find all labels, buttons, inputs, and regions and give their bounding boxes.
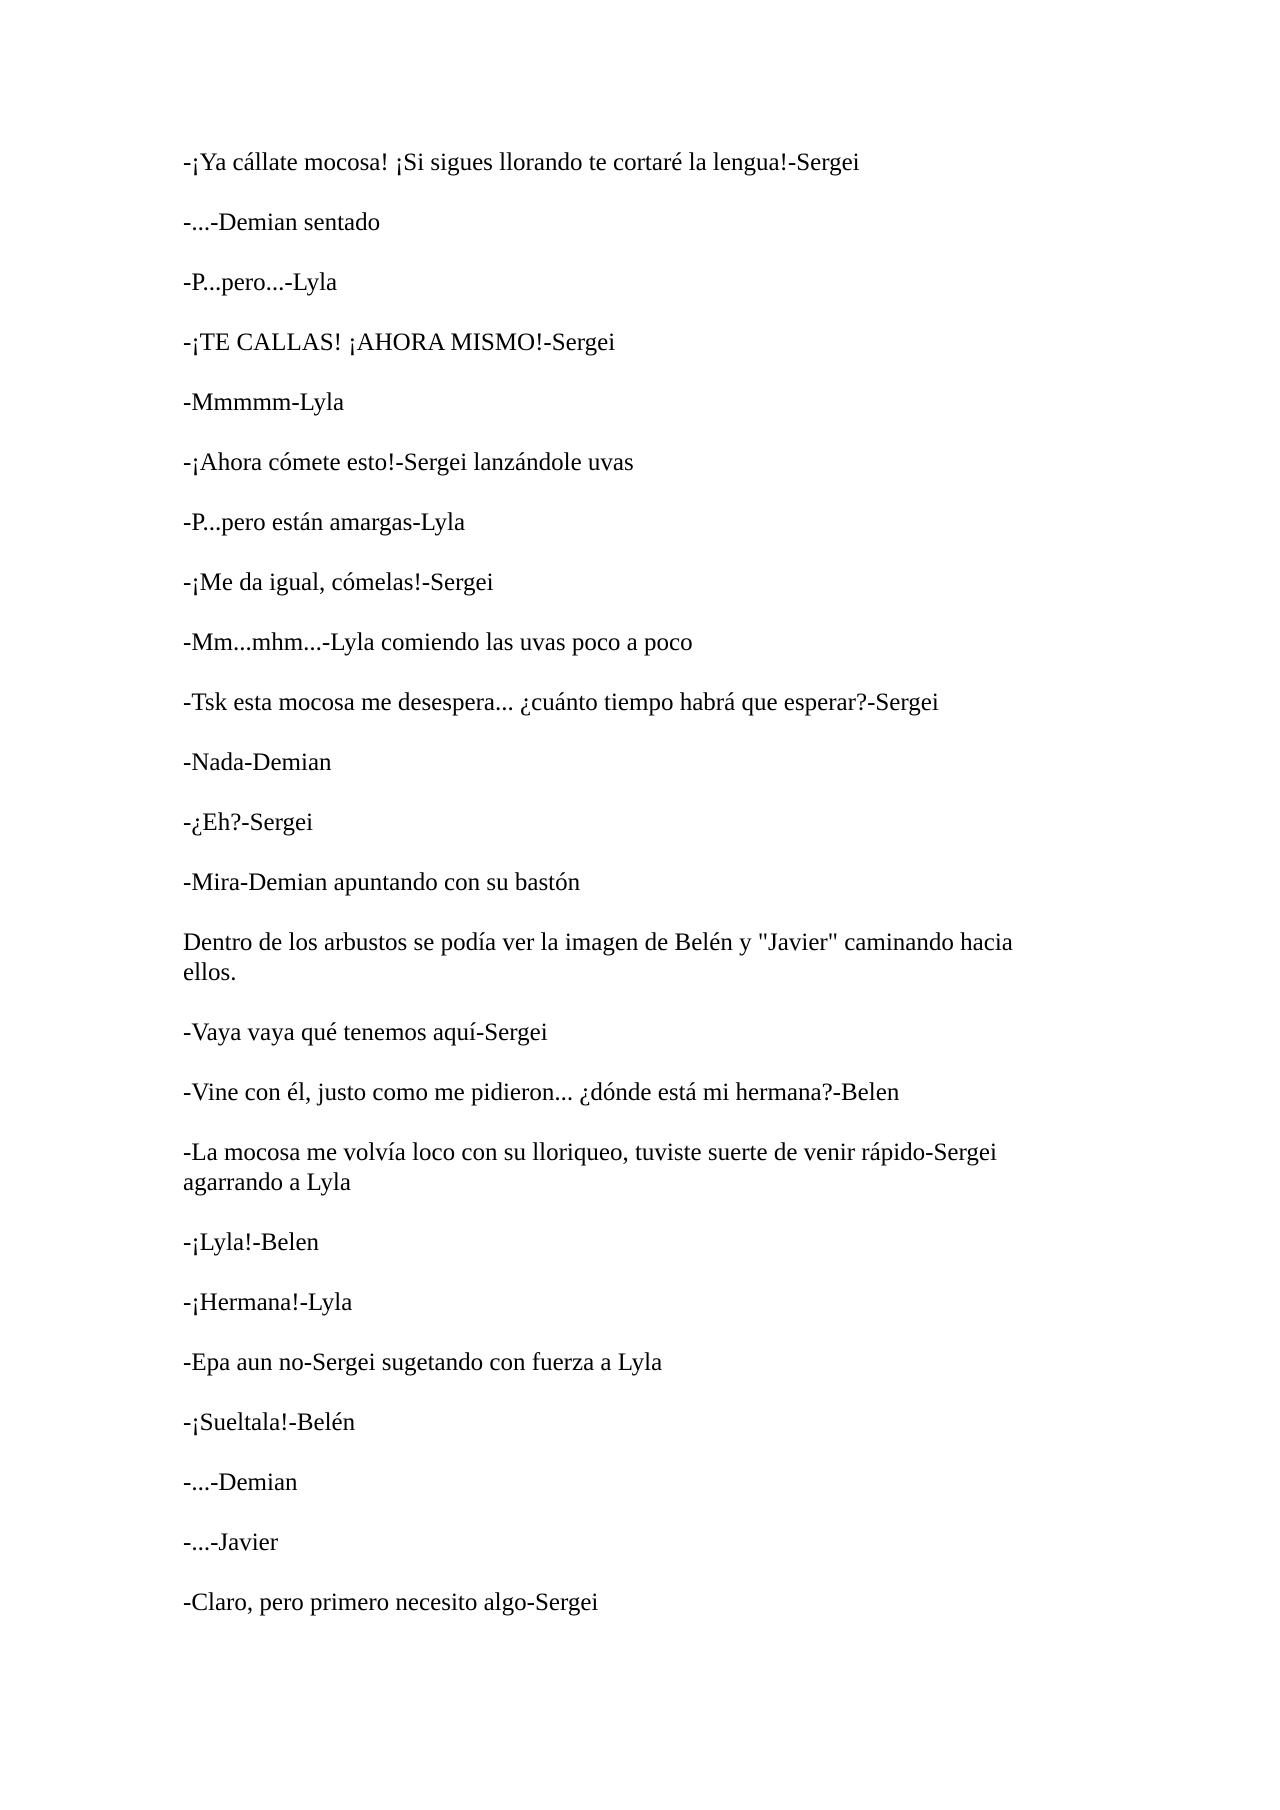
paragraph: -¡Ya cállate mocosa! ¡Si sigues llorando te cortaré la lengua!-Sergei: [183, 149, 860, 176]
story-text: [183, 148, 1063, 1648]
paragraph: -Tsk esta mocosa me desespera... ¿cuánto tiempo habrá que esperar?-Sergei: [183, 689, 939, 716]
paragraph: -¡Sueltala!-Belén: [183, 1409, 356, 1436]
paragraph: -Mm...mhm...-Lyla comiendo las uvas poco a poco: [183, 629, 693, 656]
paragraph: -¡Lyla!-Belen: [183, 1229, 320, 1256]
paragraph: -¡Ahora cómete esto!-Sergei lanzándole uvas: [183, 449, 634, 476]
paragraph: -...-Javier: [183, 1529, 279, 1556]
paragraph: -Epa aun no-Sergei sugetando con fuerza a Lyla: [183, 1349, 663, 1376]
paragraph: -¿Eh?-Sergei: [183, 809, 314, 836]
paragraph: -...-Demian sentado: [183, 209, 381, 236]
paragraph: -Mira-Demian apuntando con su bastón: [183, 869, 581, 896]
paragraph: -Claro, pero primero necesito algo-Sergei: [183, 1589, 599, 1616]
paragraph: -Vine con él, justo como me pidieron... ¿dónde está mi hermana?-Belen: [183, 1079, 900, 1106]
paragraph: -P...pero están amargas-Lyla: [183, 509, 466, 536]
paragraph: Dentro de los arbustos se podía ver la imagen de Belén y "Javier" caminando hacia ellos.: [183, 929, 1013, 986]
paragraph: -P...pero...-Lyla: [183, 269, 338, 296]
paragraph: -¡TE CALLAS! ¡AHORA MISMO!-Sergei: [183, 329, 616, 356]
paragraph: -¡Hermana!-Lyla: [183, 1289, 353, 1316]
paragraph: -Vaya vaya qué tenemos aquí-Sergei: [183, 1019, 548, 1046]
paragraph: -...-Demian: [183, 1469, 298, 1496]
paragraph: -La mocosa me volvía loco con su lloriqueo, tuviste suerte de venir rápido-Sergei agarrando a Lyla: [183, 1139, 997, 1196]
paragraph: -Mmmmm-Lyla: [183, 389, 345, 416]
paragraph: -¡Me da igual, cómelas!-Sergei: [183, 569, 494, 596]
paragraph: -Nada-Demian: [183, 749, 332, 776]
